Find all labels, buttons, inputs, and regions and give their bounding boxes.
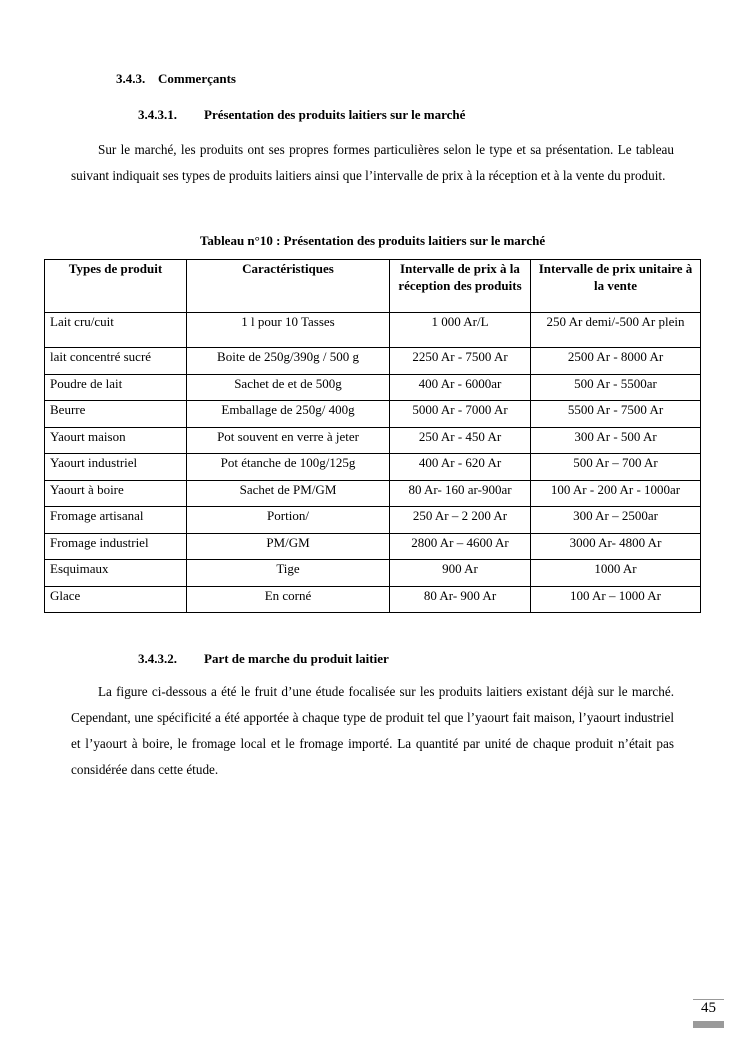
table-header-row	[45, 260, 701, 313]
characteristics-cell: Emballage de 250g/ 400g	[187, 401, 390, 428]
table-caption: Tableau n°10 : Présentation des produits laitiers sur le marché	[199, 233, 546, 248]
table-row	[45, 533, 701, 560]
sale-price-cell: 500 Ar – 700 Ar	[531, 454, 701, 481]
table-row	[45, 348, 701, 375]
table-row	[45, 507, 701, 534]
reception-price-cell: 80 Ar- 160 ar-900ar	[390, 480, 531, 507]
reception-price-cell: 2250 Ar - 7500 Ar	[390, 348, 531, 375]
product-type-cell: Yaourt maison	[45, 427, 187, 454]
dairy-products-table	[44, 259, 701, 613]
section-title: Part de marche du produit laitier	[204, 651, 389, 666]
sale-price-cell: 3000 Ar- 4800 Ar	[531, 533, 701, 560]
table-row	[45, 374, 701, 401]
characteristics-cell: 1 l pour 10 Tasses	[187, 313, 390, 348]
market-share-paragraph: La figure ci-dessous a été le fruit d’une étude focalisée sur les produits laitiers existant déjà sur le marché. Cependant, une spécificité a été apportée à chaque type de produit tel que l’yaourt fait maison, l’yaourt industriel et l’yaourt à boire, le fromage local et le fromage importé. La quantité par unité de chaque produit n’était pas considérée dans cette étude.	[71, 684, 674, 777]
reception-price-cell: 400 Ar - 6000ar	[390, 374, 531, 401]
intro-paragraph: Sur le marché, les produits ont ses propres formes particulières selon le type et sa présentation. Le tableau suivant indiquait ses types de produits laitiers ainsi que l’intervalle de prix à la réception et à la vente du produit.	[71, 142, 674, 183]
characteristics-cell: Boite de 250g/390g / 500 g	[187, 348, 390, 375]
reception-price-cell: 900 Ar	[390, 560, 531, 587]
characteristics-cell: Pot étanche de 100g/125g	[187, 454, 390, 481]
section-heading-3-4-3-2	[138, 651, 389, 667]
column-header: Caractéristiques	[187, 260, 390, 313]
product-type-cell: Beurre	[45, 401, 187, 428]
characteristics-cell: Sachet de et de 500g	[187, 374, 390, 401]
section-title: Commerçants	[158, 71, 236, 86]
column-header: Intervalle de prix à la réception des produits	[390, 260, 531, 313]
characteristics-cell: PM/GM	[187, 533, 390, 560]
characteristics-cell: Pot souvent en verre à jeter	[187, 427, 390, 454]
column-header: Intervalle de prix unitaire à la vente	[531, 260, 701, 313]
section-number: 3.4.3.2.	[138, 651, 177, 666]
product-type-cell: Yaourt à boire	[45, 480, 187, 507]
reception-price-cell: 400 Ar - 620 Ar	[390, 454, 531, 481]
table-row	[45, 480, 701, 507]
product-type-cell: Poudre de lait	[45, 374, 187, 401]
product-type-cell: Fromage artisanal	[45, 507, 187, 534]
sale-price-cell: 100 Ar - 200 Ar - 1000ar	[531, 480, 701, 507]
sale-price-cell: 1000 Ar	[531, 560, 701, 587]
product-type-cell: Glace	[45, 586, 187, 613]
sale-price-cell: 500 Ar - 5500ar	[531, 374, 701, 401]
column-header: Types de produit	[45, 260, 187, 313]
table-row	[45, 427, 701, 454]
section-title: Présentation des produits laitiers sur le marché	[204, 107, 466, 122]
section-heading-3-4-3	[116, 71, 236, 87]
sale-price-cell: 300 Ar - 500 Ar	[531, 427, 701, 454]
reception-price-cell: 2800 Ar – 4600 Ar	[390, 533, 531, 560]
sale-price-cell: 5500 Ar - 7500 Ar	[531, 401, 701, 428]
characteristics-cell: Tige	[187, 560, 390, 587]
reception-price-cell: 250 Ar - 450 Ar	[390, 427, 531, 454]
sale-price-cell: 2500 Ar - 8000 Ar	[531, 348, 701, 375]
table-row	[45, 401, 701, 428]
table-row	[45, 454, 701, 481]
sale-price-cell: 300 Ar – 2500ar	[531, 507, 701, 534]
section-number: 3.4.3.	[116, 71, 146, 86]
sale-price-cell: 250 Ar demi/-500 Ar plein	[531, 313, 701, 348]
characteristics-cell: Portion/	[187, 507, 390, 534]
reception-price-cell: 250 Ar – 2 200 Ar	[390, 507, 531, 534]
table-row	[45, 560, 701, 587]
table-row	[45, 313, 701, 348]
characteristics-cell: Sachet de PM/GM	[187, 480, 390, 507]
page-number-bar	[693, 1021, 724, 1028]
reception-price-cell: 80 Ar- 900 Ar	[390, 586, 531, 613]
table-row	[45, 586, 701, 613]
characteristics-cell: En corné	[187, 586, 390, 613]
reception-price-cell: 5000 Ar - 7000 Ar	[390, 401, 531, 428]
product-type-cell: Lait cru/cuit	[45, 313, 187, 348]
reception-price-cell: 1 000 Ar/L	[390, 313, 531, 348]
section-number: 3.4.3.1.	[138, 107, 177, 122]
product-type-cell: lait concentré sucré	[45, 348, 187, 375]
product-type-cell: Yaourt industriel	[45, 454, 187, 481]
product-type-cell: Fromage industriel	[45, 533, 187, 560]
section-heading-3-4-3-1	[138, 107, 465, 123]
sale-price-cell: 100 Ar – 1000 Ar	[531, 586, 701, 613]
page-number: 45	[693, 999, 724, 1017]
product-type-cell: Esquimaux	[45, 560, 187, 587]
